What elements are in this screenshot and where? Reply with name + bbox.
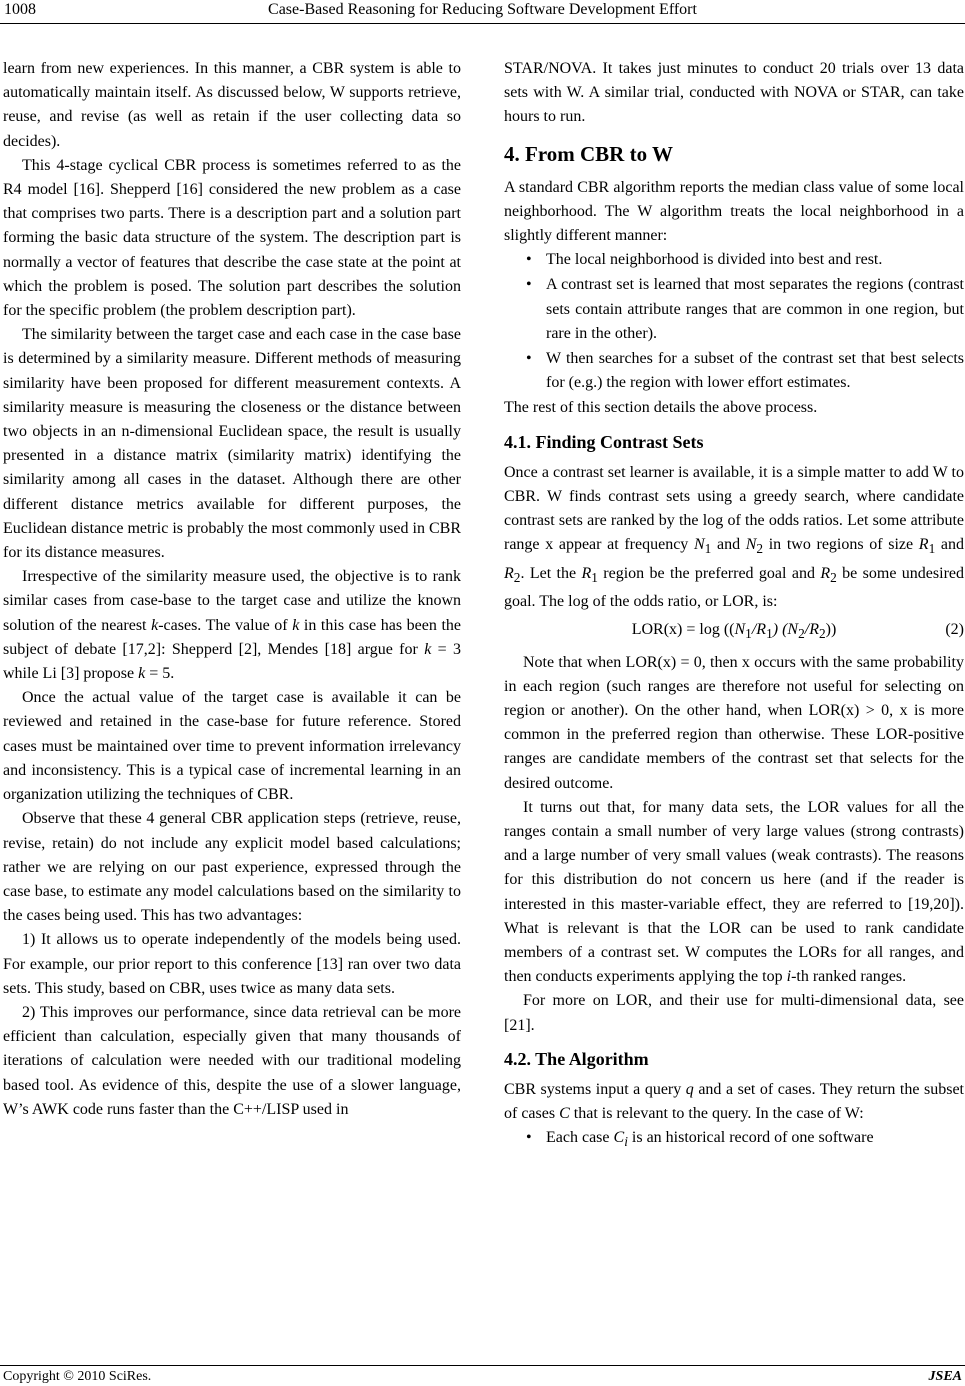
paragraph: Once a contrast set learner is available, it is a simple matter to add W to CBR. W finds contrast sets using a greedy search, where candidate contrast sets are ranked by the log of the odds ratios. Let some attribute range x appear at frequency $N_1$ and $N_2$ in two regions of size $R_1$ and $R_2$. Let the $R_1$ region be the preferred goal and $R_2$ be some undesired goal. The log of the odds ratio, or LOR, is: [504,463,965,611]
paragraph: For more on LOR, and their use for multi-dimensional data, see [21]. [504,992,964,1034]
bullet-icon: • [526,350,532,368]
paragraph: Once the actual value of the target case is available it can be reviewed and retained in the case-base for future reference. Stored cases must be maintained over time to prevent information irrelevancy and inconsistency. This is a typical case of incremental learning in an organization utilizing the techniques of CBR. [3,689,461,804]
list-item: • The local neighborhood is divided into best and rest. [504,248,964,272]
equation: $LOR(x) = \log ((N_1/R_1)$ $(N_2/R_2)$) (2) [504,618,964,646]
paragraph: Observe that these 4 general CBR application steps (retrieve, reuse, revise, retain) do not include any explicit model based calculations; rather we are relying on our past experience, expressed through the case base, to estimate any model calculations based on the similarity to the cases being used. This has two advantages: [3,810,461,925]
paragraph: It turns out that, for many data sets, the LOR values for all the ranges contain a small number of very large values (strong contrasts) and a large number of very small values (weak contrasts). The reasons for this distribution do not concern us here (and if the reader is interested in this master-variable effect, they are referred to [19,20]). What is relevant is that the LOR can be used to rank candidate members of a contrast set. W computes the LORs for all ranges, and then conducts experiments applying the top i-th ranked ranges. [504,798,964,986]
list-item: • Each case $C_i$ is an historical record of one software [504,1126,964,1154]
page-number: 1008 [4,1,36,18]
bullet-list [504,1126,964,1154]
footer-rule [0,1365,965,1366]
copyright: Copyright © 2010 SciRes. [3,1369,152,1384]
paragraph: learn from new experiences. In this manner, a CBR system is able to automatically maintain itself. As discussed below, W supports retrieve, reuse, and revise (as well as retain if the user collecting data so decides). [3,60,461,150]
running-title: Case-Based Reasoning for Reducing Software Development Effort [268,1,697,18]
subsection-heading: 4.1. Finding Contrast Sets [504,431,704,452]
equation-number: (2) [945,621,964,639]
bullet-icon: • [526,251,532,269]
right-column [504,57,964,1156]
bullet-icon: • [526,276,532,294]
paragraph: Note that when LOR(x) = 0, then x occurs with the same probability in each region (such ranges are therefore not useful for selecting on region or another). On the other hand, when LOR(x) > 0, x is more common in the preferred region than otherwise. These LOR-positive ranges are candidate members of the contrast set that selects for the desired outcome. [504,653,964,792]
list-item: • W then searches for a subset of the contrast set that best selects for (e.g.) the region with lower effort estimates. [504,347,964,395]
paragraph: The similarity between the target case and each case in the case base is determined by a similarity measure. Different methods of measuring similarity have been proposed for different measurement contexts. A similarity measure is measuring the closeness or the distance between two objects in an n-dimensional Euclidean space, the result is usually presented in a distance matrix (similarity matrix) identifying the similarity among all cases in the dataset. Although there are other different distance metrics available for different purposes, the Euclidean distance metric is probably the most commonly used in CBR for its distance measures. [3,326,461,562]
bullet-list [504,248,964,395]
bullet-icon: • [526,1129,532,1147]
paragraph: Irrespective of the similarity measure used, the objective is to rank similar cases from case-base to the target case and utilize the known solution of the nearest k-cases. The value of k in this case has been the subject of debate [17,2]: Shepperd [2], Mendes [18] argue for k = 3 while Li [3] propose k = 5. [3,568,461,683]
list-item: • A contrast set is learned that most separates the regions (contrast sets contain attribute ranges that are common in one region, but rare in the other). [504,273,964,346]
paragraph: The rest of this section details the above process. [504,399,818,417]
paragraph: This 4-stage cyclical CBR process is sometimes referred to as the R4 model [16]. Shepperd [16] considered the new problem as a case that comprises two parts. There is a description part and a solution part forming the basic data structure of the system. The description part is normally a vector of features that describe the case state at the point at which the problem is posed. The solution part describes the solution for the specific problem (the problem description part). [3,156,461,320]
paragraph: 2) This improves our performance, since data retrieval can be more efficient than calculation, especially given that many thousands of iterations of calculation were needed with our traditional modeling based tool. As evidence of this, despite the use of a slower language, W’s AWK code runs faster than the C++/LISP used in [3,1003,461,1118]
page-header [0,0,965,30]
paragraph: STAR/NOVA. It takes just minutes to conduct 20 trials over 13 data sets with W. A similar trial, conducted with NOVA or STAR, can take hours to run. [504,60,964,126]
section-heading: 4. From CBR to W [504,141,673,166]
page-footer [0,1356,965,1386]
header-rule [0,23,965,24]
paragraph: 1) It allows us to operate independently of the models being used. For example, our prior report to this conference [13] ran over two data sets. This study, based on CBR, uses twice as many data sets. [3,931,461,997]
left-column [3,57,461,1122]
paragraph: CBR systems input a query q and a set of cases. They return the subset of cases C that is relevant to the query. In the case of W: [504,1080,965,1123]
subsection-heading: 4.2. The Algorithm [504,1048,649,1069]
journal-name: JSEA [928,1369,962,1384]
paragraph: A standard CBR algorithm reports the median class value of some local neighborhood. The W algorithm treats the local neighborhood in a slightly different manner: [504,178,964,245]
